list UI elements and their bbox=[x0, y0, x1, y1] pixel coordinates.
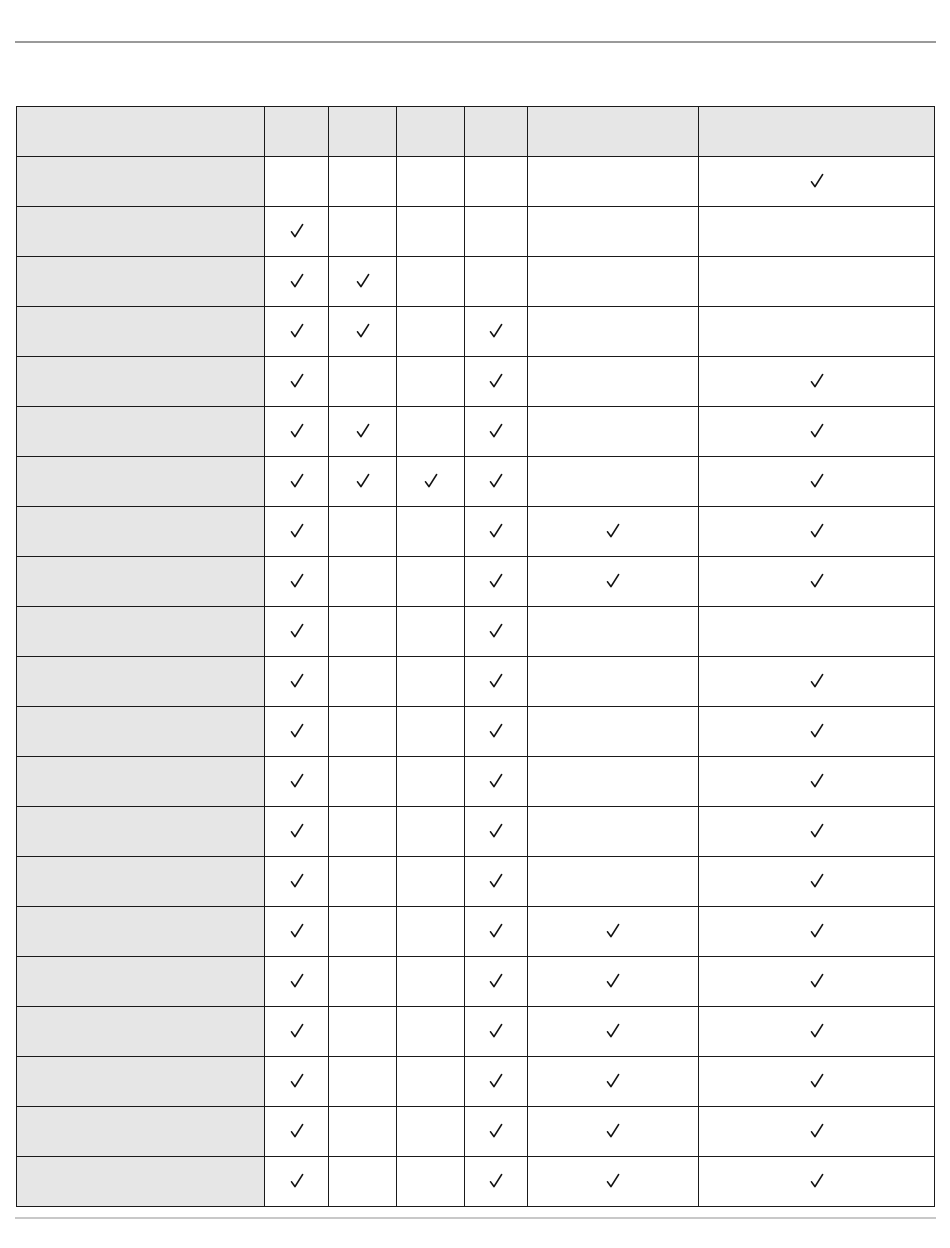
checkmark-icon bbox=[290, 323, 304, 339]
table-cell bbox=[329, 157, 397, 207]
header-cell bbox=[465, 107, 528, 157]
checkmark-icon bbox=[489, 323, 503, 339]
table-cell bbox=[329, 757, 397, 807]
checkmark-icon bbox=[489, 973, 503, 989]
table-cell bbox=[699, 507, 935, 557]
table-cell bbox=[397, 1157, 465, 1207]
table-cell bbox=[397, 957, 465, 1007]
table-cell bbox=[699, 1007, 935, 1057]
table-cell bbox=[265, 457, 329, 507]
table-cell bbox=[528, 557, 699, 607]
checkmark-icon bbox=[356, 423, 370, 439]
header-cell bbox=[265, 107, 329, 157]
table-cell bbox=[329, 907, 397, 957]
table-cell bbox=[265, 757, 329, 807]
row-label bbox=[17, 1007, 265, 1057]
feature-matrix-table bbox=[16, 106, 935, 1207]
table-cell bbox=[329, 857, 397, 907]
table-cell bbox=[265, 1007, 329, 1057]
table-row bbox=[17, 1157, 935, 1207]
table-cell bbox=[465, 657, 528, 707]
table-cell bbox=[397, 457, 465, 507]
table-cell bbox=[465, 757, 528, 807]
checkmark-icon bbox=[489, 523, 503, 539]
checkmark-icon bbox=[489, 573, 503, 589]
table-cell bbox=[528, 957, 699, 1007]
table-cell bbox=[265, 257, 329, 307]
table-cell bbox=[465, 857, 528, 907]
table-cell bbox=[397, 757, 465, 807]
table-cell bbox=[329, 407, 397, 457]
checkmark-icon bbox=[290, 1073, 304, 1089]
table-cell bbox=[699, 557, 935, 607]
table-cell bbox=[329, 257, 397, 307]
table-cell bbox=[265, 157, 329, 207]
table-cell bbox=[528, 357, 699, 407]
row-label bbox=[17, 757, 265, 807]
table-row bbox=[17, 407, 935, 457]
table-cell bbox=[528, 607, 699, 657]
table-cell bbox=[329, 457, 397, 507]
header-cell bbox=[329, 107, 397, 157]
row-label bbox=[17, 657, 265, 707]
table-cell bbox=[699, 757, 935, 807]
checkmark-icon bbox=[606, 1073, 620, 1089]
table-cell bbox=[397, 157, 465, 207]
checkmark-icon bbox=[606, 573, 620, 589]
table-row bbox=[17, 807, 935, 857]
table-cell bbox=[329, 957, 397, 1007]
checkmark-icon bbox=[290, 923, 304, 939]
row-label bbox=[17, 707, 265, 757]
table-cell bbox=[465, 357, 528, 407]
table-cell bbox=[329, 807, 397, 857]
table-cell bbox=[397, 1107, 465, 1157]
checkmark-icon bbox=[290, 473, 304, 489]
table-cell bbox=[465, 807, 528, 857]
row-label bbox=[17, 207, 265, 257]
table-cell bbox=[528, 407, 699, 457]
table-cell bbox=[397, 207, 465, 257]
table-cell bbox=[397, 557, 465, 607]
table-cell bbox=[265, 707, 329, 757]
checkmark-icon bbox=[489, 1173, 503, 1189]
table-cell bbox=[397, 507, 465, 557]
checkmark-icon bbox=[810, 1173, 824, 1189]
table-cell bbox=[699, 857, 935, 907]
table-cell bbox=[329, 607, 397, 657]
checkmark-icon bbox=[810, 773, 824, 789]
row-label bbox=[17, 357, 265, 407]
checkmark-icon bbox=[810, 373, 824, 389]
table-row bbox=[17, 757, 935, 807]
table-cell bbox=[397, 257, 465, 307]
checkmark-icon bbox=[356, 323, 370, 339]
table-cell bbox=[465, 707, 528, 757]
table-cell bbox=[465, 607, 528, 657]
checkmark-icon bbox=[489, 623, 503, 639]
checkmark-icon bbox=[810, 173, 824, 189]
table-cell bbox=[329, 657, 397, 707]
table-cell bbox=[465, 207, 528, 257]
row-label bbox=[17, 957, 265, 1007]
checkmark-icon bbox=[290, 1123, 304, 1139]
table-cell bbox=[528, 507, 699, 557]
checkmark-icon bbox=[489, 373, 503, 389]
header-cell bbox=[17, 107, 265, 157]
table-cell bbox=[265, 907, 329, 957]
table-row bbox=[17, 1107, 935, 1157]
table-row bbox=[17, 307, 935, 357]
table-cell bbox=[329, 1157, 397, 1207]
table-row bbox=[17, 657, 935, 707]
table-cell bbox=[329, 507, 397, 557]
table-cell bbox=[699, 357, 935, 407]
checkmark-icon bbox=[290, 1023, 304, 1039]
table-cell bbox=[265, 857, 329, 907]
table-cell bbox=[528, 257, 699, 307]
table-cell bbox=[465, 307, 528, 357]
table-cell bbox=[528, 157, 699, 207]
row-label bbox=[17, 507, 265, 557]
row-label bbox=[17, 1157, 265, 1207]
table-cell bbox=[265, 1157, 329, 1207]
table-cell bbox=[265, 1107, 329, 1157]
table-cell bbox=[528, 757, 699, 807]
table-cell bbox=[528, 857, 699, 907]
checkmark-icon bbox=[606, 1023, 620, 1039]
table-cell bbox=[699, 707, 935, 757]
row-label bbox=[17, 1057, 265, 1107]
table-row bbox=[17, 357, 935, 407]
checkmark-icon bbox=[606, 923, 620, 939]
table-cell bbox=[528, 307, 699, 357]
table-cell bbox=[699, 407, 935, 457]
checkmark-icon bbox=[606, 523, 620, 539]
checkmark-icon bbox=[489, 1073, 503, 1089]
table-cell bbox=[528, 1157, 699, 1207]
table-cell bbox=[699, 157, 935, 207]
table-cell bbox=[265, 557, 329, 607]
checkmark-icon bbox=[290, 423, 304, 439]
table-cell bbox=[699, 807, 935, 857]
table-cell bbox=[699, 1107, 935, 1157]
table-cell bbox=[265, 207, 329, 257]
table-cell bbox=[397, 357, 465, 407]
checkmark-icon bbox=[810, 873, 824, 889]
table-cell bbox=[699, 307, 935, 357]
checkmark-icon bbox=[290, 223, 304, 239]
table-cell bbox=[465, 457, 528, 507]
table-cell bbox=[699, 657, 935, 707]
row-label bbox=[17, 407, 265, 457]
checkmark-icon bbox=[810, 573, 824, 589]
table-cell bbox=[465, 1057, 528, 1107]
table-cell bbox=[397, 857, 465, 907]
table-cell bbox=[528, 707, 699, 757]
table-cell bbox=[329, 307, 397, 357]
checkmark-icon bbox=[810, 1023, 824, 1039]
table-cell bbox=[329, 707, 397, 757]
table-row bbox=[17, 707, 935, 757]
table-cell bbox=[397, 657, 465, 707]
checkmark-icon bbox=[290, 623, 304, 639]
table-cell bbox=[465, 1157, 528, 1207]
checkmark-icon bbox=[489, 923, 503, 939]
table-row bbox=[17, 257, 935, 307]
table-cell bbox=[465, 507, 528, 557]
checkmark-icon bbox=[290, 273, 304, 289]
table-cell bbox=[699, 907, 935, 957]
table-cell bbox=[329, 207, 397, 257]
checkmark-icon bbox=[810, 423, 824, 439]
row-label bbox=[17, 307, 265, 357]
checkmark-icon bbox=[489, 423, 503, 439]
row-label bbox=[17, 257, 265, 307]
table-cell bbox=[465, 907, 528, 957]
checkmark-icon bbox=[290, 973, 304, 989]
table-cell bbox=[265, 507, 329, 557]
checkmark-icon bbox=[810, 923, 824, 939]
table-cell bbox=[699, 1157, 935, 1207]
table-row bbox=[17, 557, 935, 607]
table-cell bbox=[465, 1107, 528, 1157]
table-cell bbox=[465, 957, 528, 1007]
table-row bbox=[17, 1007, 935, 1057]
checkmark-icon bbox=[606, 973, 620, 989]
checkmark-icon bbox=[810, 973, 824, 989]
table-cell bbox=[329, 357, 397, 407]
checkmark-icon bbox=[489, 1123, 503, 1139]
table-cell bbox=[397, 907, 465, 957]
row-label bbox=[17, 607, 265, 657]
row-label bbox=[17, 457, 265, 507]
table-row bbox=[17, 907, 935, 957]
checkmark-icon bbox=[810, 473, 824, 489]
checkmark-icon bbox=[489, 723, 503, 739]
top-divider bbox=[15, 41, 936, 43]
checkmark-icon bbox=[290, 873, 304, 889]
table-cell bbox=[265, 807, 329, 857]
header-cell bbox=[699, 107, 935, 157]
table-row bbox=[17, 457, 935, 507]
table-row bbox=[17, 207, 935, 257]
table-row bbox=[17, 157, 935, 207]
table-cell bbox=[699, 457, 935, 507]
checkmark-icon bbox=[810, 1073, 824, 1089]
table-cell bbox=[528, 907, 699, 957]
table-row bbox=[17, 1057, 935, 1107]
row-label bbox=[17, 807, 265, 857]
table-cell bbox=[265, 357, 329, 407]
table-cell bbox=[699, 257, 935, 307]
header-cell bbox=[528, 107, 699, 157]
table-cell bbox=[329, 557, 397, 607]
table-cell bbox=[528, 457, 699, 507]
table-cell bbox=[465, 257, 528, 307]
table-cell bbox=[397, 407, 465, 457]
table-cell bbox=[397, 807, 465, 857]
checkmark-icon bbox=[489, 1023, 503, 1039]
checkmark-icon bbox=[606, 1173, 620, 1189]
table-row bbox=[17, 507, 935, 557]
checkmark-icon bbox=[290, 373, 304, 389]
table-cell bbox=[465, 557, 528, 607]
checkmark-icon bbox=[606, 1123, 620, 1139]
checkmark-icon bbox=[489, 473, 503, 489]
table-cell bbox=[699, 1057, 935, 1107]
table-cell bbox=[329, 1107, 397, 1157]
table-cell bbox=[528, 657, 699, 707]
checkmark-icon bbox=[290, 573, 304, 589]
table-cell bbox=[528, 1007, 699, 1057]
header-cell bbox=[397, 107, 465, 157]
table-cell bbox=[699, 207, 935, 257]
table-cell bbox=[265, 657, 329, 707]
checkmark-icon bbox=[810, 523, 824, 539]
table-row bbox=[17, 607, 935, 657]
table-cell bbox=[329, 1057, 397, 1107]
checkmark-icon bbox=[290, 523, 304, 539]
checkmark-icon bbox=[290, 673, 304, 689]
checkmark-icon bbox=[424, 473, 438, 489]
row-label bbox=[17, 857, 265, 907]
checkmark-icon bbox=[489, 823, 503, 839]
bottom-divider bbox=[15, 1217, 936, 1219]
table-row bbox=[17, 857, 935, 907]
row-label bbox=[17, 907, 265, 957]
checkmark-icon bbox=[489, 873, 503, 889]
table-cell bbox=[265, 957, 329, 1007]
checkmark-icon bbox=[290, 773, 304, 789]
table-cell bbox=[265, 307, 329, 357]
table-cell bbox=[528, 1057, 699, 1107]
row-label bbox=[17, 557, 265, 607]
row-label bbox=[17, 1107, 265, 1157]
header-row bbox=[17, 107, 935, 157]
table-row bbox=[17, 957, 935, 1007]
table-cell bbox=[699, 957, 935, 1007]
table-cell bbox=[265, 1057, 329, 1107]
table-body bbox=[17, 157, 935, 1207]
table-cell bbox=[528, 807, 699, 857]
table-cell bbox=[528, 1107, 699, 1157]
checkmark-icon bbox=[810, 1123, 824, 1139]
table-cell bbox=[397, 307, 465, 357]
checkmark-icon bbox=[290, 723, 304, 739]
checkmark-icon bbox=[489, 673, 503, 689]
table-cell bbox=[397, 707, 465, 757]
checkmark-icon bbox=[290, 1173, 304, 1189]
table-cell bbox=[465, 1007, 528, 1057]
table-cell bbox=[465, 407, 528, 457]
row-label bbox=[17, 157, 265, 207]
table-cell bbox=[699, 607, 935, 657]
checkmark-icon bbox=[810, 723, 824, 739]
table-cell bbox=[265, 407, 329, 457]
checkmark-icon bbox=[356, 273, 370, 289]
table-cell bbox=[329, 1007, 397, 1057]
table-cell bbox=[265, 607, 329, 657]
checkmark-icon bbox=[489, 773, 503, 789]
checkmark-icon bbox=[356, 473, 370, 489]
table-cell bbox=[397, 607, 465, 657]
checkmark-icon bbox=[290, 823, 304, 839]
table-cell bbox=[528, 207, 699, 257]
table-cell bbox=[397, 1057, 465, 1107]
checkmark-icon bbox=[810, 673, 824, 689]
table-cell bbox=[397, 1007, 465, 1057]
table-cell bbox=[465, 157, 528, 207]
checkmark-icon bbox=[810, 823, 824, 839]
